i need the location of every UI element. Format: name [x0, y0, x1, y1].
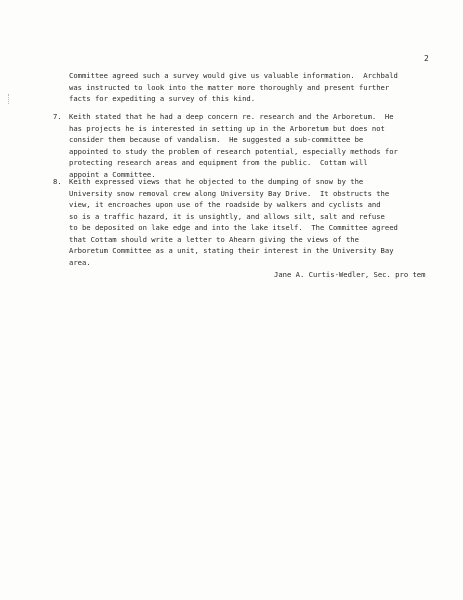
intro-line: Committee agreed such a survey would give us valuable information. Archbald [69, 71, 398, 80]
item-line: appoint a Committee. [69, 169, 156, 179]
margin-mark [8, 94, 11, 104]
item-line: Arboretum Committee as a unit, stating their interest in the University Bay [69, 246, 394, 255]
item-line: area. [69, 257, 91, 267]
item-line: to be deposited on lake edge and into the lake itself. The Committee agreed [69, 223, 398, 232]
intro-line: was instructed to look into the matter more thoroughly and present further [69, 82, 390, 92]
intro-line: facts for expediting a survey of this kind. [69, 94, 256, 103]
intro-paragraph [69, 70, 429, 105]
item-line: Keith stated that he had a deep concern re. research and the Arboretum. He [69, 112, 394, 121]
item-line: consider them because of vandalism. He suggested a sub-committee be [69, 135, 364, 144]
item-line: view, it encroaches upon use of the roadside by walkers and cyclists and [69, 200, 381, 209]
item-text [69, 111, 433, 180]
item-line: University snow removal crew along University Bay Drive. It obstructs the [69, 188, 390, 198]
item-line: so is a traffic hazard, it is unsightly, and allows silt, salt and refuse [69, 211, 385, 221]
item-line: that Cottam should write a letter to Ahearn giving the views of the [69, 234, 359, 244]
item-line: protecting research areas and equipment from the public. Cottam will [69, 158, 368, 167]
item-line: Keith expressed views that he objected to the dumping of snow by the [69, 177, 364, 186]
item-line: has projects he is interested in setting up in the Arboretum but does not [69, 123, 385, 133]
item-number: 8. [53, 177, 62, 186]
page-number: 2 [424, 54, 429, 63]
item-number: 7. [53, 112, 62, 121]
signature-line: Jane A. Curtis-Wedler, Sec. pro tem [274, 270, 426, 279]
item-text [69, 176, 433, 268]
item-line: appointed to study the problem of research potential, especially methods for [69, 146, 398, 156]
